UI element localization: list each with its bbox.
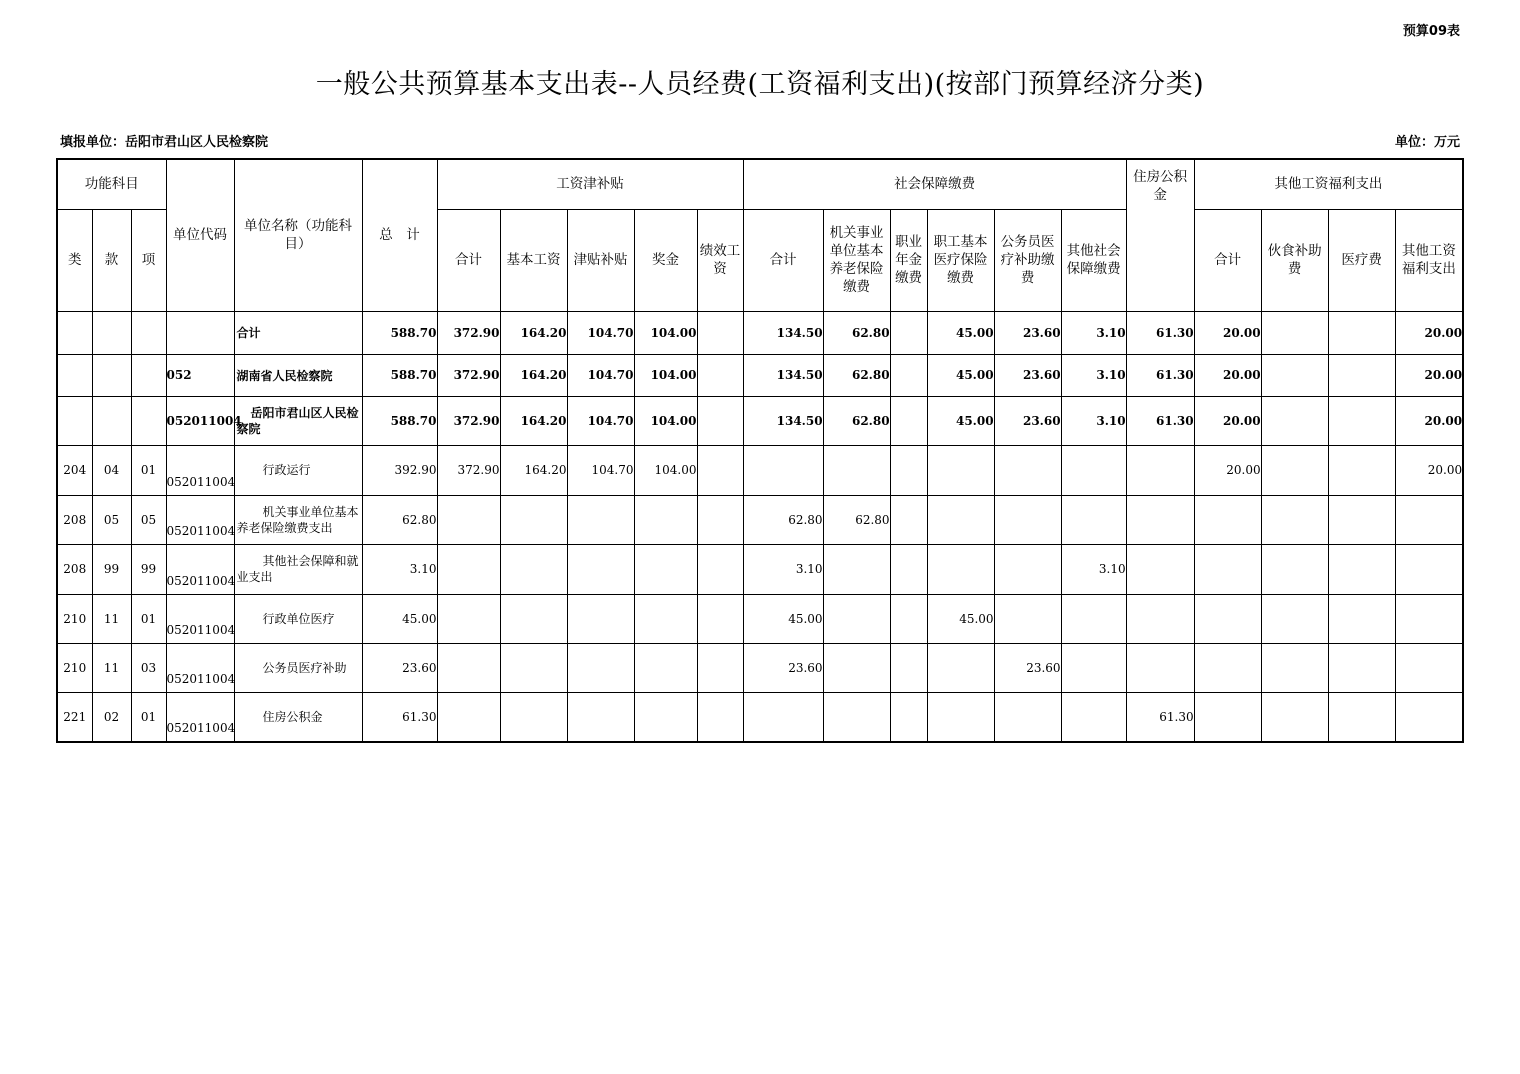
header-xiang: 项 bbox=[131, 209, 166, 311]
cell-st: 3.10 bbox=[743, 544, 823, 594]
header-func-subject: 功能科目 bbox=[57, 159, 166, 209]
cell-unit-name: 行政运行 bbox=[234, 445, 362, 495]
cell-ot bbox=[1194, 544, 1261, 594]
cell-unit-code: 052011004 bbox=[166, 495, 234, 544]
cell-an bbox=[890, 396, 927, 445]
cell-wt bbox=[437, 495, 500, 544]
cell-bw bbox=[500, 544, 567, 594]
cell-me bbox=[927, 544, 994, 594]
cell-os: 3.10 bbox=[1061, 544, 1126, 594]
header-other-social: 其他社会保障缴费 bbox=[1061, 209, 1126, 311]
cell-unit-name: 合计 bbox=[234, 311, 362, 354]
cell-lei: 208 bbox=[57, 495, 92, 544]
cell-pe bbox=[823, 692, 890, 742]
cell-total: 588.70 bbox=[362, 311, 437, 354]
cell-lei bbox=[57, 311, 92, 354]
cell-ot bbox=[1194, 495, 1261, 544]
cell-pe: 62.80 bbox=[823, 354, 890, 396]
header-other-welfare: 其他工资福利支出 bbox=[1395, 209, 1463, 311]
cell-an bbox=[890, 495, 927, 544]
header-social-total: 合计 bbox=[743, 209, 823, 311]
cell-wt bbox=[437, 692, 500, 742]
cell-unit-name: 住房公积金 bbox=[234, 692, 362, 742]
cell-pw bbox=[697, 495, 743, 544]
cell-total: 392.90 bbox=[362, 445, 437, 495]
currency-unit: 单位：万元 bbox=[1394, 135, 1460, 150]
cell-mf bbox=[1328, 692, 1395, 742]
cell-lei bbox=[57, 354, 92, 396]
cell-ow: 20.00 bbox=[1395, 396, 1463, 445]
cell-mf bbox=[1328, 643, 1395, 692]
cell-ho bbox=[1126, 594, 1194, 643]
table-row bbox=[57, 594, 1463, 643]
cell-ml bbox=[1261, 643, 1328, 692]
cell-kuan: 11 bbox=[92, 643, 131, 692]
cell-bo: 104.00 bbox=[634, 354, 697, 396]
cell-xiang: 01 bbox=[131, 445, 166, 495]
cell-xiang bbox=[131, 354, 166, 396]
cell-unit-name: 公务员医疗补助 bbox=[234, 643, 362, 692]
cell-ot: 20.00 bbox=[1194, 311, 1261, 354]
cell-xiang: 01 bbox=[131, 692, 166, 742]
cell-kuan bbox=[92, 354, 131, 396]
cell-al bbox=[567, 594, 634, 643]
cell-mf bbox=[1328, 445, 1395, 495]
cell-wt: 372.90 bbox=[437, 396, 500, 445]
header-allowance: 津贴补贴 bbox=[567, 209, 634, 311]
cell-ow: 20.00 bbox=[1395, 311, 1463, 354]
cell-st: 62.80 bbox=[743, 495, 823, 544]
cell-wt bbox=[437, 594, 500, 643]
cell-ow bbox=[1395, 594, 1463, 643]
header-other-total: 合计 bbox=[1194, 209, 1261, 311]
cell-cm: 23.60 bbox=[994, 643, 1061, 692]
cell-bo: 104.00 bbox=[634, 311, 697, 354]
header-bonus: 奖金 bbox=[634, 209, 697, 311]
cell-pw bbox=[697, 311, 743, 354]
cell-al bbox=[567, 643, 634, 692]
cell-an bbox=[890, 445, 927, 495]
cell-an bbox=[890, 354, 927, 396]
table-row bbox=[57, 396, 1463, 445]
cell-unit-name: 行政单位医疗 bbox=[234, 594, 362, 643]
header-lei: 类 bbox=[57, 209, 92, 311]
cell-unit-code: 052011004 bbox=[166, 692, 234, 742]
cell-an bbox=[890, 643, 927, 692]
cell-st: 134.50 bbox=[743, 311, 823, 354]
cell-st: 134.50 bbox=[743, 396, 823, 445]
cell-kuan: 05 bbox=[92, 495, 131, 544]
cell-an bbox=[890, 594, 927, 643]
cell-st: 45.00 bbox=[743, 594, 823, 643]
cell-unit-name: 岳阳市君山区人民检察院 bbox=[234, 396, 362, 445]
cell-cm bbox=[994, 544, 1061, 594]
cell-lei bbox=[57, 396, 92, 445]
cell-ho bbox=[1126, 495, 1194, 544]
cell-total: 45.00 bbox=[362, 594, 437, 643]
cell-total: 23.60 bbox=[362, 643, 437, 692]
cell-ml bbox=[1261, 692, 1328, 742]
cell-ot: 20.00 bbox=[1194, 354, 1261, 396]
cell-wt bbox=[437, 544, 500, 594]
cell-ho: 61.30 bbox=[1126, 311, 1194, 354]
cell-total: 61.30 bbox=[362, 692, 437, 742]
cell-bw: 164.20 bbox=[500, 396, 567, 445]
cell-st bbox=[743, 445, 823, 495]
cell-lei: 221 bbox=[57, 692, 92, 742]
cell-pe: 62.80 bbox=[823, 396, 890, 445]
cell-al: 104.70 bbox=[567, 396, 634, 445]
cell-os bbox=[1061, 643, 1126, 692]
cell-unit-code: 052011004 bbox=[166, 544, 234, 594]
cell-unit-code bbox=[166, 311, 234, 354]
header-unit-name: 单位名称（功能科目） bbox=[234, 159, 362, 311]
cell-ml bbox=[1261, 445, 1328, 495]
cell-cm: 23.60 bbox=[994, 396, 1061, 445]
cell-xiang: 99 bbox=[131, 544, 166, 594]
cell-os bbox=[1061, 495, 1126, 544]
cell-me bbox=[927, 445, 994, 495]
cell-al bbox=[567, 544, 634, 594]
cell-unit-name: 机关事业单位基本养老保险缴费支出 bbox=[234, 495, 362, 544]
header-kuan: 款 bbox=[92, 209, 131, 311]
cell-unit-name: 其他社会保障和就业支出 bbox=[234, 544, 362, 594]
cell-wt bbox=[437, 643, 500, 692]
cell-ho bbox=[1126, 643, 1194, 692]
cell-unit-code: 052011004 bbox=[166, 396, 234, 445]
cell-ml bbox=[1261, 311, 1328, 354]
budget-table bbox=[56, 158, 1464, 743]
cell-mf bbox=[1328, 544, 1395, 594]
cell-mf bbox=[1328, 354, 1395, 396]
cell-st: 23.60 bbox=[743, 643, 823, 692]
cell-ow bbox=[1395, 495, 1463, 544]
table-row bbox=[57, 544, 1463, 594]
cell-ml bbox=[1261, 594, 1328, 643]
header-med-fee: 医疗费 bbox=[1328, 209, 1395, 311]
cell-cm bbox=[994, 445, 1061, 495]
table-row bbox=[57, 445, 1463, 495]
cell-ot bbox=[1194, 643, 1261, 692]
cell-os bbox=[1061, 445, 1126, 495]
cell-ow bbox=[1395, 643, 1463, 692]
cell-ho: 61.30 bbox=[1126, 354, 1194, 396]
cell-total: 62.80 bbox=[362, 495, 437, 544]
cell-me: 45.00 bbox=[927, 594, 994, 643]
cell-mf bbox=[1328, 396, 1395, 445]
header-perf-wage: 绩效工资 bbox=[697, 209, 743, 311]
cell-cm: 23.60 bbox=[994, 354, 1061, 396]
cell-mf bbox=[1328, 311, 1395, 354]
cell-ho bbox=[1126, 445, 1194, 495]
cell-lei: 204 bbox=[57, 445, 92, 495]
cell-xiang bbox=[131, 396, 166, 445]
cell-kuan: 02 bbox=[92, 692, 131, 742]
cell-bw bbox=[500, 495, 567, 544]
cell-ow bbox=[1395, 544, 1463, 594]
cell-ml bbox=[1261, 396, 1328, 445]
cell-ml bbox=[1261, 354, 1328, 396]
table-row bbox=[57, 643, 1463, 692]
cell-bw: 164.20 bbox=[500, 354, 567, 396]
table-row bbox=[57, 354, 1463, 396]
cell-st: 134.50 bbox=[743, 354, 823, 396]
cell-wt: 372.90 bbox=[437, 354, 500, 396]
cell-lei: 208 bbox=[57, 544, 92, 594]
cell-pw bbox=[697, 544, 743, 594]
cell-ho bbox=[1126, 544, 1194, 594]
header-wage-total: 合计 bbox=[437, 209, 500, 311]
cell-pw bbox=[697, 594, 743, 643]
cell-kuan: 11 bbox=[92, 594, 131, 643]
cell-wt: 372.90 bbox=[437, 311, 500, 354]
cell-pw bbox=[697, 354, 743, 396]
cell-os bbox=[1061, 594, 1126, 643]
cell-al: 104.70 bbox=[567, 311, 634, 354]
cell-bo: 104.00 bbox=[634, 396, 697, 445]
cell-total: 588.70 bbox=[362, 396, 437, 445]
cell-unit-code: 052011004 bbox=[166, 643, 234, 692]
cell-bw bbox=[500, 594, 567, 643]
cell-ot: 20.00 bbox=[1194, 396, 1261, 445]
cell-unit-name: 湖南省人民检察院 bbox=[234, 354, 362, 396]
cell-pe bbox=[823, 594, 890, 643]
cell-ml bbox=[1261, 495, 1328, 544]
header-medical: 职工基本医疗保险缴费 bbox=[927, 209, 994, 311]
cell-me bbox=[927, 495, 994, 544]
cell-pe bbox=[823, 544, 890, 594]
cell-pw bbox=[697, 396, 743, 445]
cell-total: 588.70 bbox=[362, 354, 437, 396]
reporting-unit: 填报单位：岳阳市君山区人民检察院 bbox=[60, 135, 269, 150]
table-row bbox=[57, 692, 1463, 742]
header-pension: 机关事业单位基本养老保险缴费 bbox=[823, 209, 890, 311]
cell-bo bbox=[634, 643, 697, 692]
cell-ow: 20.00 bbox=[1395, 354, 1463, 396]
cell-ow bbox=[1395, 692, 1463, 742]
cell-bo bbox=[634, 544, 697, 594]
cell-unit-code: 052 bbox=[166, 354, 234, 396]
cell-ot: 20.00 bbox=[1194, 445, 1261, 495]
cell-bw bbox=[500, 692, 567, 742]
table-row bbox=[57, 311, 1463, 354]
cell-ot bbox=[1194, 594, 1261, 643]
header-meal: 伙食补助费 bbox=[1261, 209, 1328, 311]
cell-total: 3.10 bbox=[362, 544, 437, 594]
header-total: 总 计 bbox=[362, 159, 437, 311]
cell-me bbox=[927, 692, 994, 742]
form-number: 预算09表 bbox=[1402, 24, 1460, 39]
cell-pe bbox=[823, 643, 890, 692]
cell-al: 104.70 bbox=[567, 445, 634, 495]
cell-os: 3.10 bbox=[1061, 396, 1126, 445]
cell-pe: 62.80 bbox=[823, 495, 890, 544]
header-wage-group: 工资津补贴 bbox=[437, 159, 743, 209]
cell-pe bbox=[823, 445, 890, 495]
cell-al bbox=[567, 495, 634, 544]
cell-pw bbox=[697, 692, 743, 742]
cell-xiang bbox=[131, 311, 166, 354]
page-title: 一般公共预算基本支出表--人员经费(工资福利支出)(按部门预算经济分类) bbox=[315, 69, 1205, 100]
header-other-group: 其他工资福利支出 bbox=[1194, 159, 1463, 209]
cell-an bbox=[890, 311, 927, 354]
cell-bw: 164.20 bbox=[500, 311, 567, 354]
cell-bo bbox=[634, 594, 697, 643]
cell-kuan: 04 bbox=[92, 445, 131, 495]
cell-mf bbox=[1328, 495, 1395, 544]
cell-bo bbox=[634, 692, 697, 742]
cell-bo: 104.00 bbox=[634, 445, 697, 495]
cell-xiang: 05 bbox=[131, 495, 166, 544]
cell-me: 45.00 bbox=[927, 354, 994, 396]
cell-bw: 164.20 bbox=[500, 445, 567, 495]
cell-ho: 61.30 bbox=[1126, 692, 1194, 742]
header-annuity: 职业年金缴费 bbox=[890, 209, 927, 311]
cell-pw bbox=[697, 643, 743, 692]
cell-an bbox=[890, 692, 927, 742]
cell-st bbox=[743, 692, 823, 742]
cell-al bbox=[567, 692, 634, 742]
cell-bw bbox=[500, 643, 567, 692]
cell-wt: 372.90 bbox=[437, 445, 500, 495]
cell-al: 104.70 bbox=[567, 354, 634, 396]
header-unit-code: 单位代码 bbox=[166, 159, 234, 311]
cell-lei: 210 bbox=[57, 643, 92, 692]
cell-unit-code: 052011004 bbox=[166, 594, 234, 643]
cell-ow: 20.00 bbox=[1395, 445, 1463, 495]
cell-bo bbox=[634, 495, 697, 544]
cell-ml bbox=[1261, 544, 1328, 594]
header-civil-medical: 公务员医疗补助缴费 bbox=[994, 209, 1061, 311]
cell-pe: 62.80 bbox=[823, 311, 890, 354]
cell-cm bbox=[994, 692, 1061, 742]
cell-kuan: 99 bbox=[92, 544, 131, 594]
cell-cm bbox=[994, 495, 1061, 544]
cell-cm: 23.60 bbox=[994, 311, 1061, 354]
cell-ho: 61.30 bbox=[1126, 396, 1194, 445]
cell-kuan bbox=[92, 396, 131, 445]
cell-os bbox=[1061, 692, 1126, 742]
table-row bbox=[57, 495, 1463, 544]
cell-me: 45.00 bbox=[927, 396, 994, 445]
cell-mf bbox=[1328, 594, 1395, 643]
header-social-group: 社会保障缴费 bbox=[743, 159, 1126, 209]
header-housing: 住房公积金 bbox=[1126, 159, 1194, 311]
cell-kuan bbox=[92, 311, 131, 354]
cell-os: 3.10 bbox=[1061, 354, 1126, 396]
cell-ot bbox=[1194, 692, 1261, 742]
cell-lei: 210 bbox=[57, 594, 92, 643]
cell-me bbox=[927, 643, 994, 692]
cell-an bbox=[890, 544, 927, 594]
cell-me: 45.00 bbox=[927, 311, 994, 354]
cell-xiang: 03 bbox=[131, 643, 166, 692]
cell-xiang: 01 bbox=[131, 594, 166, 643]
cell-unit-code: 052011004 bbox=[166, 445, 234, 495]
cell-pw bbox=[697, 445, 743, 495]
cell-os: 3.10 bbox=[1061, 311, 1126, 354]
header-basic-wage: 基本工资 bbox=[500, 209, 567, 311]
cell-cm bbox=[994, 594, 1061, 643]
